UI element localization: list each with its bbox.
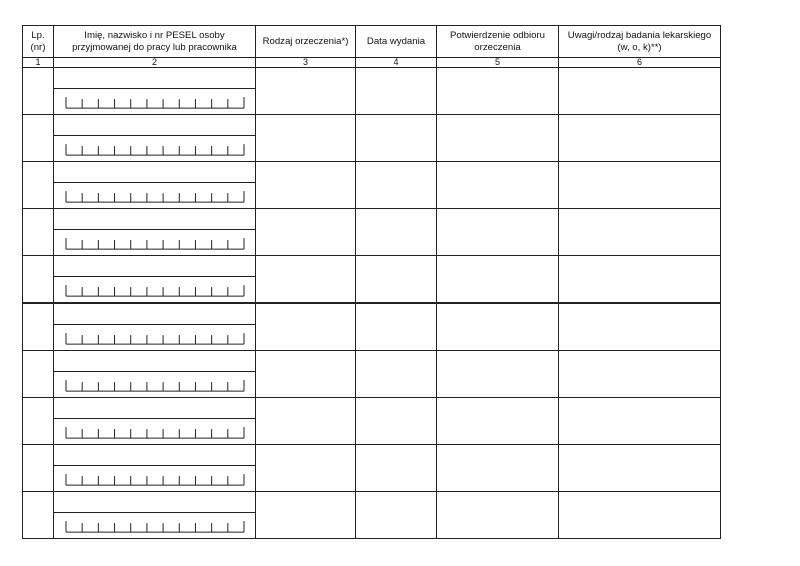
header-notes-exam-type <box>558 25 721 58</box>
lp-cell <box>22 114 54 162</box>
pesel-input-field[interactable] <box>53 324 256 351</box>
receipt-confirmation-cell[interactable] <box>436 67 559 115</box>
issue-date-cell[interactable] <box>355 208 437 256</box>
lp-cell <box>22 303 54 351</box>
receipt-confirmation-cell[interactable] <box>436 444 559 492</box>
column-number-label: 6 <box>636 56 642 67</box>
name-input-field[interactable] <box>53 397 256 419</box>
issue-date-cell[interactable] <box>355 161 437 209</box>
header-label-issue-date: Data wydania <box>366 35 426 47</box>
receipt-confirmation-cell[interactable] <box>436 397 559 445</box>
lp-cell <box>22 444 54 492</box>
issue-date-cell[interactable] <box>355 67 437 115</box>
pesel-input-field[interactable] <box>53 418 256 445</box>
header-certificate-type <box>255 25 356 58</box>
notes-exam-type-cell[interactable] <box>558 350 721 398</box>
pesel-digit-boxes <box>54 419 256 445</box>
notes-exam-type-cell[interactable] <box>558 303 721 351</box>
pesel-digit-boxes <box>54 89 256 115</box>
issue-date-cell[interactable] <box>355 491 437 539</box>
header-label-receipt-confirmation: Potwierdzenie odbioru orzeczenia <box>450 30 545 53</box>
receipt-confirmation-cell[interactable] <box>436 255 559 303</box>
pesel-digit-boxes <box>54 325 256 351</box>
name-input-field[interactable] <box>53 255 256 277</box>
issue-date-cell[interactable] <box>355 114 437 162</box>
certificate-type-cell[interactable] <box>255 444 356 492</box>
column-number-label: 3 <box>302 56 308 67</box>
pesel-input-field[interactable] <box>53 512 256 539</box>
issue-date-cell[interactable] <box>355 350 437 398</box>
header-lp <box>22 25 54 58</box>
certificate-type-cell[interactable] <box>255 491 356 539</box>
name-input-field[interactable] <box>53 67 256 89</box>
receipt-confirmation-cell[interactable] <box>436 114 559 162</box>
issue-date-cell[interactable] <box>355 303 437 351</box>
lp-cell <box>22 491 54 539</box>
certificate-type-cell[interactable] <box>255 303 356 351</box>
header-label-notes-exam-type: Uwagi/rodzaj badania lekarskiego (w, o, k)**) <box>567 30 712 53</box>
certificate-type-cell[interactable] <box>255 255 356 303</box>
header-issue-date <box>355 25 437 58</box>
pesel-digit-boxes <box>54 513 256 539</box>
column-number-label: 1 <box>35 56 41 67</box>
pesel-digit-boxes <box>54 372 256 398</box>
receipt-confirmation-cell[interactable] <box>436 491 559 539</box>
medical-certificate-register-table <box>22 25 720 538</box>
notes-exam-type-cell[interactable] <box>558 67 721 115</box>
certificate-type-cell[interactable] <box>255 161 356 209</box>
notes-exam-type-cell[interactable] <box>558 491 721 539</box>
name-input-field[interactable] <box>53 444 256 466</box>
issue-date-cell[interactable] <box>355 444 437 492</box>
notes-exam-type-cell[interactable] <box>558 397 721 445</box>
receipt-confirmation-cell[interactable] <box>436 161 559 209</box>
name-input-field[interactable] <box>53 491 256 513</box>
name-input-field[interactable] <box>53 303 256 325</box>
pesel-input-field[interactable] <box>53 371 256 398</box>
issue-date-cell[interactable] <box>355 255 437 303</box>
pesel-digit-boxes <box>54 183 256 209</box>
name-input-field[interactable] <box>53 350 256 372</box>
certificate-type-cell[interactable] <box>255 114 356 162</box>
column-number-label: 5 <box>494 56 500 67</box>
notes-exam-type-cell[interactable] <box>558 444 721 492</box>
receipt-confirmation-cell[interactable] <box>436 350 559 398</box>
name-input-field[interactable] <box>53 208 256 230</box>
certificate-type-cell[interactable] <box>255 350 356 398</box>
certificate-type-cell[interactable] <box>255 67 356 115</box>
name-input-field[interactable] <box>53 161 256 183</box>
certificate-type-cell[interactable] <box>255 208 356 256</box>
lp-cell <box>22 350 54 398</box>
header-label-certificate-type: Rodzaj orzeczenia*) <box>262 35 349 47</box>
receipt-confirmation-cell[interactable] <box>436 303 559 351</box>
column-number-label: 4 <box>393 56 399 67</box>
certificate-type-cell[interactable] <box>255 397 356 445</box>
lp-cell <box>22 208 54 256</box>
pesel-input-field[interactable] <box>53 182 256 209</box>
lp-cell <box>22 67 54 115</box>
notes-exam-type-cell[interactable] <box>558 161 721 209</box>
pesel-digit-boxes <box>54 136 256 162</box>
header-receipt-confirmation <box>436 25 559 58</box>
column-number-label: 2 <box>151 56 157 67</box>
pesel-input-field[interactable] <box>53 88 256 115</box>
header-label-lp: Lp. (nr) <box>30 30 46 53</box>
pesel-input-field[interactable] <box>53 229 256 256</box>
pesel-input-field[interactable] <box>53 276 256 303</box>
header-name-pesel <box>53 25 256 58</box>
lp-cell <box>22 161 54 209</box>
notes-exam-type-cell[interactable] <box>558 255 721 303</box>
header-label-name-pesel: Imię, nazwisko i nr PESEL osoby przyjmowanej do pracy lub pracownika <box>72 30 237 53</box>
notes-exam-type-cell[interactable] <box>558 208 721 256</box>
pesel-digit-boxes <box>54 466 256 492</box>
pesel-input-field[interactable] <box>53 135 256 162</box>
pesel-digit-boxes <box>54 277 256 303</box>
issue-date-cell[interactable] <box>355 397 437 445</box>
name-input-field[interactable] <box>53 114 256 136</box>
pesel-digit-boxes <box>54 230 256 256</box>
notes-exam-type-cell[interactable] <box>558 114 721 162</box>
lp-cell <box>22 255 54 303</box>
lp-cell <box>22 397 54 445</box>
pesel-input-field[interactable] <box>53 465 256 492</box>
receipt-confirmation-cell[interactable] <box>436 208 559 256</box>
